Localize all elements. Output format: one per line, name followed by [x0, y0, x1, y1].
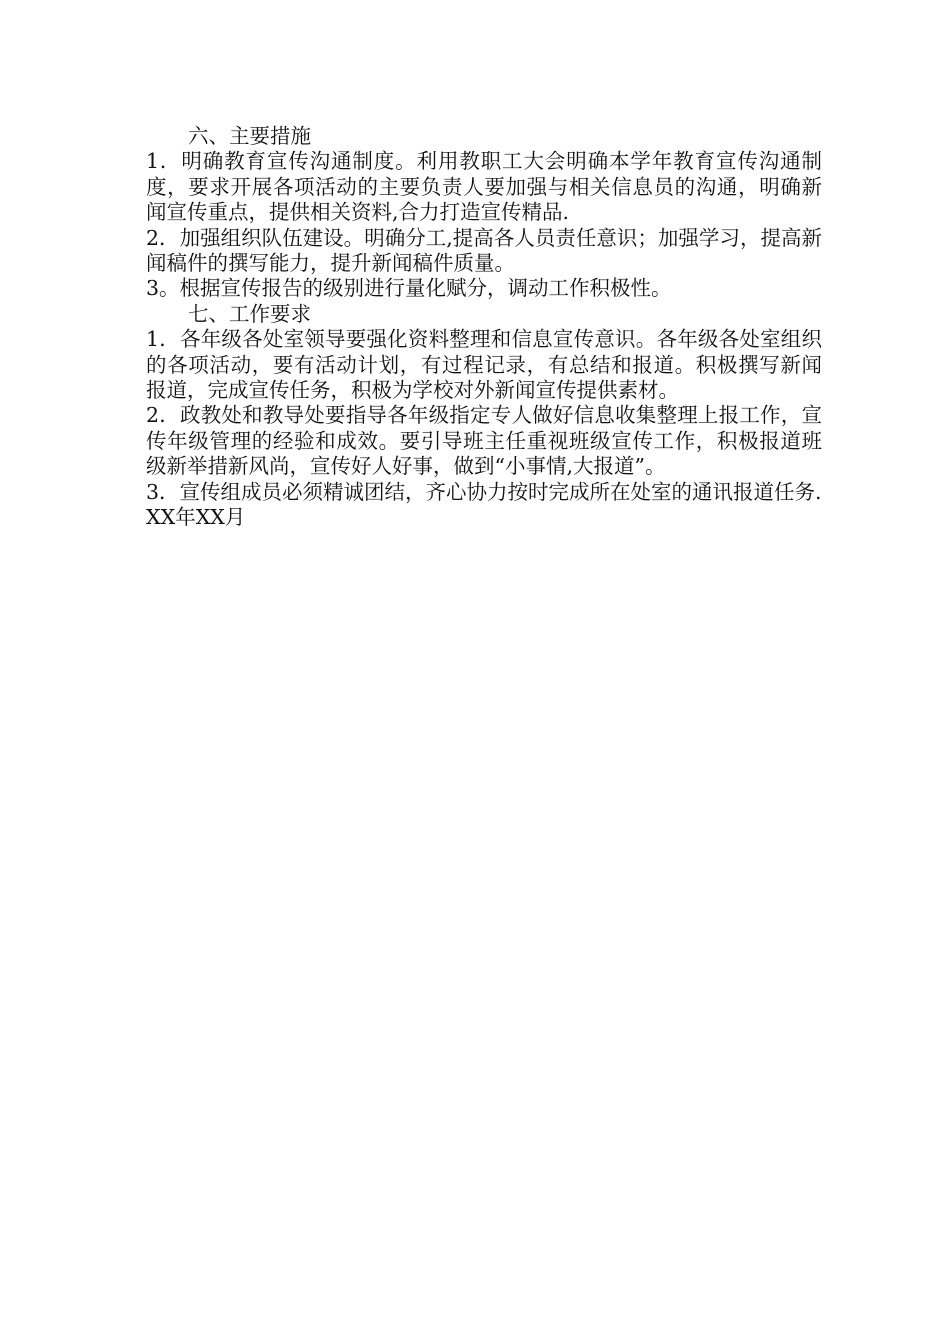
section-heading-measures: 六、主要措施: [188, 124, 311, 148]
document-date: XX年XX月: [146, 505, 246, 530]
requirement-item-2: 2．政教处和教导处要指导各年级指定专人做好信息收集整理上报工作，宣传年级管理的经验和成效。要引导班主任重视班级宣传工作，积极报道班级新举措新风尚，宣传好人好事，做到“小事情,大报道”。: [146, 403, 822, 479]
measure-item-1: 1．明确教育宣传沟通制度。利用教职工大会明确本学年教育宣传沟通制度，要求开展各项活动的主要负责人要加强与相关信息员的沟通，明确新闻宣传重点，提供相关资料,合力打造宣传精品.: [146, 149, 822, 225]
document-body: [146, 124, 822, 531]
section-heading-requirements: 七、工作要求: [188, 301, 311, 326]
requirement-item-3: 3．宣传组成员必须精诚团结，齐心协力按时完成所在处室的通讯报道任务.: [146, 479, 822, 504]
measure-item-2: 2．加强组织队伍建设。明确分工,提高各人员责任意识；加强学习，提高新闻稿件的撰写能力，提升新闻稿件质量。: [146, 225, 822, 276]
measure-item-3: 3。根据宣传报告的级别进行量化赋分，调动工作积极性。: [146, 276, 672, 301]
requirement-item-1: 1．各年级各处室领导要强化资料整理和信息宣传意识。各年级各处室组织的各项活动，要有活动计划，有过程记录，有总结和报道。积极撰写新闻报道，完成宣传任务，积极为学校对外新闻宣传提供素材。: [146, 327, 822, 403]
